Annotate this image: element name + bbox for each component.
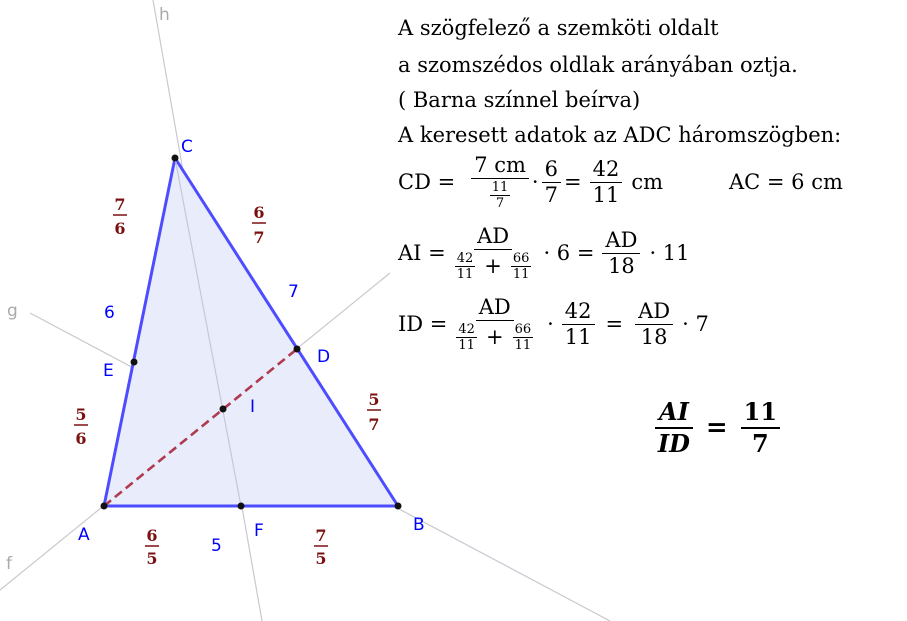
svg-text:6: 6 bbox=[75, 429, 87, 448]
ratio-ae bbox=[74, 405, 88, 448]
eq-ac: AC = 6 cm bbox=[729, 170, 843, 194]
label-c: C bbox=[181, 137, 193, 157]
label-i: I bbox=[250, 397, 256, 417]
triangle-abc[interactable] bbox=[104, 158, 398, 506]
text-line-1: A szögfelező a szemköti oldalt bbox=[398, 16, 719, 40]
svg-text:7: 7 bbox=[315, 526, 327, 545]
point-e[interactable] bbox=[131, 359, 138, 366]
ratio-bf bbox=[314, 526, 328, 568]
eq-cd-fraction-2: $\frac{6}{7}$ bbox=[542, 159, 561, 206]
equation-id: ID = AD $\frac{42}{11}$ + $\frac{66}{11}$ · $\frac{42}{11}$ = $\frac{AD}{18}$ · 7 bbox=[398, 295, 709, 353]
ratio-ce bbox=[113, 195, 127, 238]
equation-cd: CD = $\frac{7 cm}{\frac{11}{7}}$ · $\frac{6}{7}$ = $\frac{42}{11}$ cm AC = 6 cm bbox=[398, 153, 843, 211]
point-f[interactable] bbox=[238, 503, 245, 510]
eq-cd-fraction-3: $\frac{42}{11}$ bbox=[590, 159, 623, 206]
label-e: E bbox=[103, 361, 114, 381]
svg-text:7: 7 bbox=[368, 415, 380, 434]
point-c[interactable] bbox=[172, 155, 179, 162]
svg-text:6: 6 bbox=[146, 526, 158, 545]
svg-text:5: 5 bbox=[315, 549, 327, 568]
point-i[interactable] bbox=[220, 406, 227, 413]
label-line-f: f bbox=[6, 554, 12, 574]
label-line-g: g bbox=[7, 301, 18, 321]
svg-text:5: 5 bbox=[146, 549, 158, 568]
ratio-bd bbox=[367, 390, 381, 434]
label-b: B bbox=[413, 515, 425, 535]
eq-ai-result-fraction: $\frac{AD}{18}$ bbox=[602, 230, 640, 277]
text-line-4: A keresett adatok az ADC háromszögben: bbox=[398, 123, 842, 147]
svg-text:5: 5 bbox=[75, 405, 87, 424]
point-b[interactable] bbox=[395, 503, 402, 510]
svg-text:7: 7 bbox=[253, 228, 265, 247]
eq-ai-fraction: AD $\frac{42}{11}$ + $\frac{66}{11}$ bbox=[456, 224, 530, 282]
point-d[interactable] bbox=[294, 346, 301, 353]
eq-id-fraction: AD $\frac{42}{11}$ + $\frac{66}{11}$ bbox=[458, 295, 532, 353]
result-lhs-fraction: $\frac{AI}{ID}$ bbox=[655, 400, 693, 456]
svg-text:7: 7 bbox=[114, 195, 126, 214]
equation-ai: AI = AD $\frac{42}{11}$ + $\frac{66}{11}$ · 6 = $\frac{AD}{18}$ · 11 bbox=[398, 224, 690, 282]
label-line-h: h bbox=[159, 5, 170, 25]
svg-text:6: 6 bbox=[253, 203, 265, 222]
text-line-2: a szomszédos oldlak arányában oztja. bbox=[398, 53, 798, 77]
result-rhs-fraction: $\frac{11}{7}$ bbox=[741, 400, 780, 456]
point-a[interactable] bbox=[101, 503, 108, 510]
eq-cd-nested-fraction: $\frac{11}{7}$ bbox=[491, 180, 509, 211]
label-d: D bbox=[317, 347, 331, 367]
eq-id-mid-fraction: $\frac{42}{11}$ bbox=[562, 301, 595, 348]
side-label-ce: 6 bbox=[104, 303, 115, 323]
label-a: A bbox=[78, 525, 90, 545]
svg-text:6: 6 bbox=[114, 219, 126, 238]
eq-cd-lhs: CD = bbox=[398, 170, 456, 194]
ratio-cd bbox=[252, 203, 266, 247]
label-f: F bbox=[254, 521, 264, 541]
side-label-af: 5 bbox=[211, 536, 222, 556]
text-line-3: ( Barna színnel beírva) bbox=[398, 88, 641, 112]
result-equation: $\frac{AI}{ID}$ = $\frac{11}{7}$ bbox=[652, 400, 783, 456]
ratio-af bbox=[145, 526, 159, 568]
eq-cd-fraction-1: $\frac{7 cm}{\frac{11}{7}}$ bbox=[471, 155, 529, 210]
svg-text:5: 5 bbox=[368, 390, 380, 409]
side-label-cd: 7 bbox=[288, 282, 299, 302]
eq-id-result-fraction: $\frac{AD}{18}$ bbox=[635, 301, 673, 348]
